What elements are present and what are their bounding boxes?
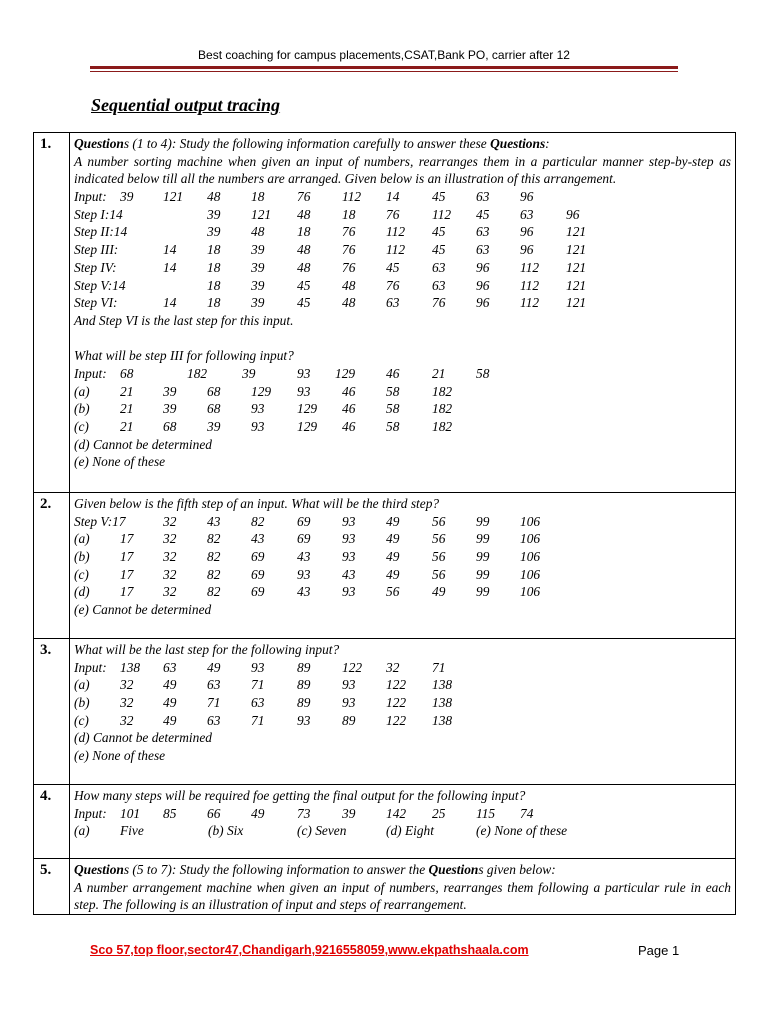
option-row [74, 383, 731, 401]
q4-options [74, 822, 731, 840]
row-value: 106 [520, 549, 541, 565]
row-value: 89 [297, 695, 311, 711]
header-rule [90, 66, 678, 69]
row-value: 32 [120, 695, 134, 711]
q1-illustration [74, 188, 731, 312]
row-value: 49 [163, 695, 177, 711]
row-value: 58 [386, 383, 400, 399]
row-value: 96 [476, 295, 490, 311]
q4-input-row [74, 805, 731, 823]
row-label: (c) [74, 712, 89, 728]
row-value: 89 [297, 677, 311, 693]
option-text: (e) None of these [476, 823, 568, 839]
row-value: 93 [342, 513, 356, 529]
question-row-1 [34, 133, 736, 493]
row-value: 69 [251, 584, 265, 600]
row-value: 43 [342, 566, 356, 582]
row-label: Input: [74, 805, 107, 821]
page-title: Sequential output tracing [91, 95, 281, 115]
q2-question: Given below is the fifth step of an input. What will be the third step? [74, 496, 440, 511]
row-value: 138 [432, 695, 453, 711]
row-value: 85 [163, 805, 177, 821]
row-label: Input: [74, 365, 107, 381]
row-value: 96 [520, 189, 534, 205]
row-value: 48 [297, 259, 311, 275]
row-value: 99 [476, 584, 490, 600]
row-value: 17 [120, 566, 134, 582]
q3-options [74, 676, 731, 729]
question-row-5 [34, 859, 736, 915]
row-value: 121 [566, 224, 587, 240]
row-value: 121 [566, 295, 587, 311]
row-value: 18 [207, 277, 221, 293]
row-value: 39 [207, 419, 221, 435]
footer-address: Sco 57,top floor,sector47,Chandigarh,9216558059,www.ekpathshaala.com [90, 943, 529, 957]
row-value: 129 [251, 383, 272, 399]
header-rule-thin [90, 71, 678, 72]
row-value: 93 [342, 695, 356, 711]
q1-options [74, 383, 731, 436]
row-value: 82 [251, 513, 265, 529]
row-value: 93 [342, 677, 356, 693]
row-value: 68 [207, 383, 221, 399]
row-value: 48 [342, 277, 356, 293]
question-number: 4. [34, 785, 70, 859]
row-value: 14 [163, 259, 177, 275]
row-value: 43 [297, 584, 311, 600]
row-value: 63 [207, 712, 221, 728]
row-value: 76 [297, 189, 311, 205]
option-row [74, 548, 731, 566]
row-label: (d) [74, 584, 90, 600]
row-value: 69 [297, 513, 311, 529]
row-value: 76 [386, 206, 400, 222]
row-value: 63 [207, 677, 221, 693]
question-number: 2. [34, 493, 70, 639]
row-value: 18 [342, 206, 356, 222]
illustration-row [74, 223, 731, 241]
row-value: 39 [120, 189, 134, 205]
row-value: 18 [207, 259, 221, 275]
row-value: 99 [476, 566, 490, 582]
row-value: 93 [251, 659, 265, 675]
row-value: 122 [386, 712, 407, 728]
row-value: 43 [207, 513, 221, 529]
option-row [74, 822, 731, 840]
row-value: 89 [297, 659, 311, 675]
row-value: 93 [342, 584, 356, 600]
row-value: 63 [251, 695, 265, 711]
row-value: 82 [207, 531, 221, 547]
row-value: 76 [342, 224, 356, 240]
row-value: 93 [297, 365, 311, 381]
q1-last-note: And Step VI is the last step for this input. [74, 312, 294, 328]
blank-line [74, 330, 731, 348]
input-row [74, 659, 731, 677]
row-value: 96 [476, 259, 490, 275]
row-value: 45 [432, 224, 446, 240]
row-value: 82 [207, 584, 221, 600]
row-value: 43 [251, 531, 265, 547]
row-value: 93 [251, 419, 265, 435]
row-value: 73 [297, 805, 311, 821]
row-value: 71 [432, 659, 446, 675]
option-row [74, 400, 731, 418]
row-value: 112 [386, 242, 406, 258]
row-value: 68 [207, 401, 221, 417]
row-value: 122 [386, 695, 407, 711]
row-value: 69 [251, 566, 265, 582]
row-value: 39 [251, 259, 265, 275]
q2-option-e: (e) Cannot be determined [74, 602, 212, 618]
row-value: 68 [163, 419, 177, 435]
question-number: 3. [34, 639, 70, 785]
option-row [74, 694, 731, 712]
row-value: 63 [432, 259, 446, 275]
row-value: 39 [242, 365, 256, 381]
question-body-4 [70, 785, 736, 859]
row-value: 48 [207, 189, 221, 205]
row-value: 32 [163, 584, 177, 600]
q1-option-d: (d) Cannot be determined [74, 436, 212, 452]
row-value: 17 [120, 531, 134, 547]
row-label: Step VI: [74, 295, 118, 311]
row-value: 122 [342, 659, 363, 675]
row-value: 56 [432, 566, 446, 582]
row-value: 69 [251, 549, 265, 565]
row-value: 121 [566, 242, 587, 258]
row-value: 82 [207, 566, 221, 582]
row-value: 121 [163, 189, 184, 205]
row-value: 49 [163, 712, 177, 728]
row-value: 56 [432, 549, 446, 565]
row-value: 93 [297, 712, 311, 728]
row-value: 112 [432, 206, 452, 222]
row-value: 49 [432, 584, 446, 600]
row-value: 121 [566, 277, 587, 293]
row-value: 49 [251, 805, 265, 821]
row-value: 14 [386, 189, 400, 205]
row-value: 142 [386, 805, 407, 821]
row-value: 45 [432, 242, 446, 258]
row-value: 49 [386, 549, 400, 565]
row-value: 48 [342, 295, 356, 311]
row-value: 93 [297, 383, 311, 399]
illustration-row [74, 206, 731, 224]
option-row [74, 676, 731, 694]
row-value: 46 [386, 365, 400, 381]
row-value: 39 [207, 224, 221, 240]
row-value: 39 [163, 383, 177, 399]
row-value: 71 [207, 695, 221, 711]
option-text: (d) Eight [386, 823, 434, 839]
row-value: 129 [297, 401, 318, 417]
row-value: 112 [520, 277, 540, 293]
row-value: 49 [386, 566, 400, 582]
option-row [74, 418, 731, 436]
row-value: 99 [476, 513, 490, 529]
row-value: 21 [120, 383, 134, 399]
row-value: 46 [342, 383, 356, 399]
row-value: 17 [120, 584, 134, 600]
row-value: 48 [297, 206, 311, 222]
q1-option-e: (e) None of these [74, 454, 166, 470]
row-value: 32 [386, 659, 400, 675]
row-value: 182 [432, 383, 453, 399]
row-value: 112 [520, 295, 540, 311]
row-value: 58 [386, 419, 400, 435]
row-value: 96 [520, 242, 534, 258]
row-value: 112 [386, 224, 406, 240]
row-value: 45 [297, 295, 311, 311]
row-value: 45 [386, 259, 400, 275]
row-value: 43 [297, 549, 311, 565]
row-value: 46 [342, 419, 356, 435]
row-label: (a) [74, 677, 90, 693]
row-label: Input: [74, 659, 107, 675]
row-value: 49 [386, 531, 400, 547]
row-value: 18 [251, 189, 265, 205]
row-value: 63 [476, 242, 490, 258]
option-row [74, 530, 731, 548]
option-row [74, 583, 731, 601]
row-value: 93 [297, 566, 311, 582]
q3-option-e: (e) None of these [74, 748, 166, 764]
row-value: 69 [297, 531, 311, 547]
row-value: 101 [120, 805, 141, 821]
row-value: 18 [207, 295, 221, 311]
q1-intro: Questions (1 to 4): Study the following information carefully to answer these Questions: [74, 136, 550, 151]
row-value: 122 [386, 677, 407, 693]
row-value: 63 [476, 189, 490, 205]
row-value: 112 [342, 189, 362, 205]
row-value: 182 [187, 365, 208, 381]
row-value: 21 [432, 365, 446, 381]
row-value: 48 [297, 242, 311, 258]
row-value: 14 [163, 242, 177, 258]
row-value: 112 [520, 259, 540, 275]
question-body-2 [70, 493, 736, 639]
row-value: 138 [120, 659, 141, 675]
row-value: 39 [163, 401, 177, 417]
row-value: 45 [297, 277, 311, 293]
option-text: (c) Seven [297, 823, 347, 839]
row-label: Step IV: [74, 259, 117, 275]
row-value: 46 [342, 401, 356, 417]
row-value: 96 [520, 224, 534, 240]
row-value: 99 [476, 549, 490, 565]
question-number: 5. [34, 859, 70, 915]
row-value: 49 [386, 513, 400, 529]
row-value: 106 [520, 513, 541, 529]
row-value: 76 [342, 242, 356, 258]
row-value: 45 [476, 206, 490, 222]
row-label: (c) [74, 566, 89, 582]
input-row [74, 805, 731, 823]
question-number: 1. [34, 133, 70, 493]
step-row [74, 513, 731, 531]
q2-options [74, 530, 731, 601]
illustration-row [74, 294, 731, 312]
question-row-3 [34, 639, 736, 785]
illustration-row [74, 277, 731, 295]
q3-question: What will be the last step for the following input? [74, 642, 340, 657]
row-value: 96 [476, 277, 490, 293]
row-value: 25 [432, 805, 446, 821]
option-row [74, 712, 731, 730]
q1-paragraph: A number sorting machine when given an input of numbers, rearranges them in a particular manner step-by-step as indicated below till all the numbers are arranged. Given below is an illustration of this arrangement. [74, 153, 731, 187]
row-value: 18 [297, 224, 311, 240]
row-label: Step II:14 [74, 224, 128, 240]
row-value: 63 [386, 295, 400, 311]
row-value: 18 [207, 242, 221, 258]
row-value: 39 [251, 242, 265, 258]
row-value: 99 [476, 531, 490, 547]
row-value: 106 [520, 531, 541, 547]
row-value: 115 [476, 805, 496, 821]
question-body-1 [70, 133, 736, 493]
q3-option-d: (d) Cannot be determined [74, 730, 212, 746]
row-label: (b) [74, 695, 90, 711]
row-value: 17 [120, 549, 134, 565]
row-label: Input: [74, 189, 107, 205]
row-value: 58 [386, 401, 400, 417]
question-row-4 [34, 785, 736, 859]
row-value: 21 [120, 401, 134, 417]
row-label: (a) [74, 383, 90, 399]
row-value: 106 [520, 584, 541, 600]
row-value: 138 [432, 712, 453, 728]
row-value: 39 [251, 277, 265, 293]
question-row-2 [34, 493, 736, 639]
row-value: 32 [163, 549, 177, 565]
question-body-3 [70, 639, 736, 785]
row-value: 32 [163, 566, 177, 582]
row-label: Step III: [74, 242, 119, 258]
illustration-row [74, 241, 731, 259]
row-label: (b) [74, 401, 90, 417]
row-value: 89 [342, 712, 356, 728]
q2-step-row [74, 513, 731, 531]
row-value: 32 [163, 513, 177, 529]
q1-input-row [74, 365, 731, 383]
row-value: 93 [342, 531, 356, 547]
q1-question: What will be step III for following input? [74, 348, 294, 364]
row-value: 63 [520, 206, 534, 222]
footer-page-number: Page 1 [638, 943, 680, 958]
row-value: 182 [432, 401, 453, 417]
illustration-row [74, 188, 731, 206]
option-text: (b) Six [208, 823, 244, 839]
row-value: 58 [476, 365, 490, 381]
row-value: 56 [432, 531, 446, 547]
q5-intro: Questions (5 to 7): Study the following information to answer the Questions given below: [74, 862, 556, 877]
row-value: 74 [520, 805, 534, 821]
row-label: Step V:14 [74, 277, 126, 293]
row-value: 32 [120, 712, 134, 728]
input-row [74, 365, 731, 383]
row-value: 32 [120, 677, 134, 693]
row-value: 14 [163, 295, 177, 311]
row-value: 45 [432, 189, 446, 205]
row-value: 48 [251, 224, 265, 240]
row-value: 56 [386, 584, 400, 600]
row-value: 96 [566, 206, 580, 222]
row-label: Step I:14 [74, 206, 123, 222]
row-value: 121 [566, 259, 587, 275]
row-value: 63 [432, 277, 446, 293]
row-value: 49 [207, 659, 221, 675]
row-value: 129 [335, 365, 356, 381]
row-value: 76 [386, 277, 400, 293]
row-value: 71 [251, 677, 265, 693]
row-value: 39 [342, 805, 356, 821]
row-value: 93 [342, 549, 356, 565]
option-text: Five [120, 823, 144, 839]
q5-paragraph: A number arrangement machine when given an input of numbers, rearranges them following a particular rule in each step. The following is an illustration of input and steps of rearrangement. [74, 879, 731, 913]
question-table [33, 132, 736, 915]
row-label: (c) [74, 419, 89, 435]
row-value: 32 [163, 531, 177, 547]
row-value: 56 [432, 513, 446, 529]
row-label: (b) [74, 549, 90, 565]
row-value: 63 [163, 659, 177, 675]
option-row [74, 566, 731, 584]
option-text: (a) [74, 823, 90, 839]
row-value: 49 [163, 677, 177, 693]
row-value: 21 [120, 419, 134, 435]
row-value: 63 [476, 224, 490, 240]
row-value: 66 [207, 805, 221, 821]
row-value: 106 [520, 566, 541, 582]
q3-input-row [74, 659, 731, 677]
row-value: 93 [251, 401, 265, 417]
row-value: 76 [432, 295, 446, 311]
row-value: 182 [432, 419, 453, 435]
row-value: 39 [207, 206, 221, 222]
row-value: 138 [432, 677, 453, 693]
row-value: 82 [207, 549, 221, 565]
row-label: (a) [74, 531, 90, 547]
q4-question: How many steps will be required foe getting the final output for the following input? [74, 788, 526, 803]
row-value: 68 [120, 365, 134, 381]
illustration-row [74, 259, 731, 277]
question-body-5 [70, 859, 736, 915]
row-label: Step V:17 [74, 513, 126, 529]
row-value: 76 [342, 259, 356, 275]
row-value: 121 [251, 206, 272, 222]
row-value: 39 [251, 295, 265, 311]
page-header: Best coaching for campus placements,CSAT,Bank PO, carrier after 12 [198, 48, 570, 62]
row-value: 71 [251, 712, 265, 728]
row-value: 129 [297, 419, 318, 435]
